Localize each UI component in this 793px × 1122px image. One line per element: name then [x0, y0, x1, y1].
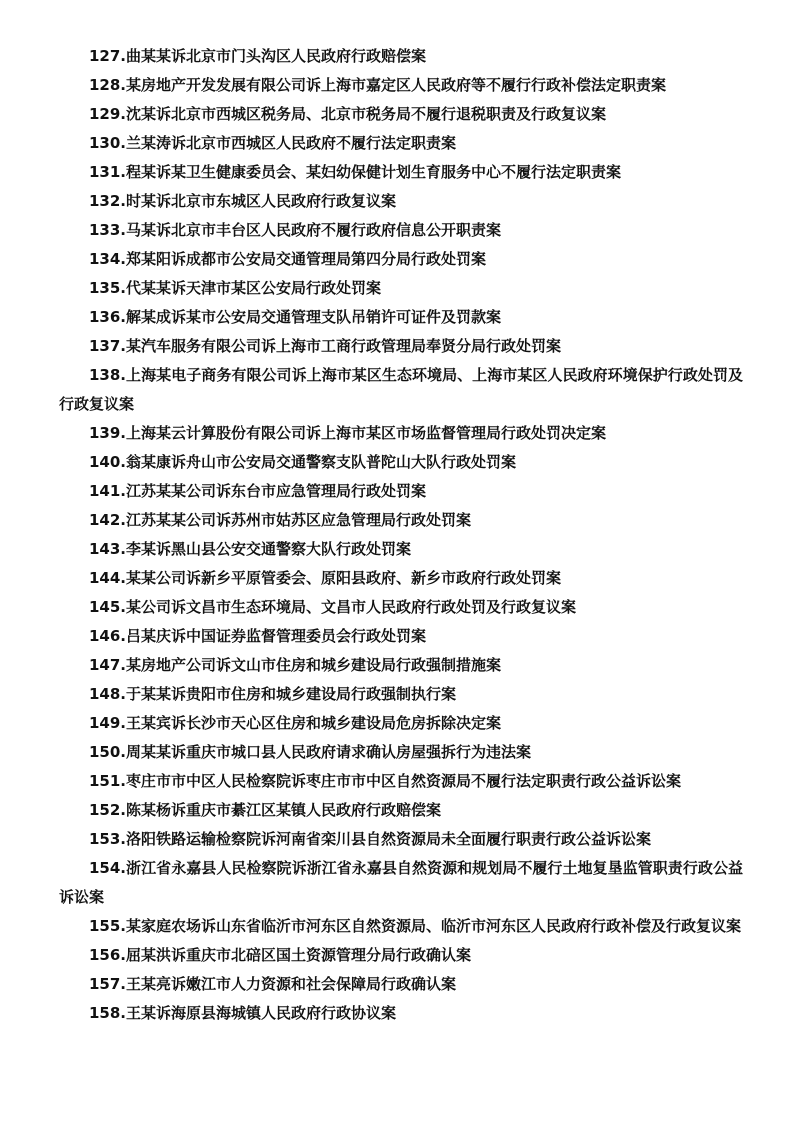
case-entry-127: 127.曲某某诉北京市门头沟区人民政府行政赔偿案: [89, 47, 427, 65]
case-entry-139: 139.上海某云计算股份有限公司诉上海市某区市场监督管理局行政处罚决定案: [89, 424, 607, 442]
case-entry-149: 149.王某宾诉长沙市天心区住房和城乡建设局危房拆除决定案: [89, 714, 502, 732]
case-entry-138: 138.上海某电子商务有限公司诉上海市某区生态环境局、上海市某区人民政府环境保护行政处罚及行政复议案: [59, 366, 743, 413]
case-entry-158: 158.王某诉海原县海城镇人民政府行政协议案: [89, 1004, 397, 1022]
case-entry-146: 146.吕某庆诉中国证券监督管理委员会行政处罚案: [89, 627, 427, 645]
case-entry-152: 152.陈某杨诉重庆市綦江区某镇人民政府行政赔偿案: [89, 801, 442, 819]
case-entry-136: 136.解某成诉某市公安局交通管理支队吊销许可证件及罚款案: [89, 308, 502, 326]
case-entry-148: 148.于某某诉贵阳市住房和城乡建设局行政强制执行案: [89, 685, 457, 703]
case-entry-142: 142.江苏某某公司诉苏州市姑苏区应急管理局行政处罚案: [89, 511, 472, 529]
case-entry-140: 140.翁某康诉舟山市公安局交通警察支队普陀山大队行政处罚案: [89, 453, 517, 471]
case-entry-132: 132.时某诉北京市东城区人民政府行政复议案: [89, 192, 397, 210]
case-entry-133: 133.马某诉北京市丰台区人民政府不履行政府信息公开职责案: [89, 221, 502, 239]
case-entry-134: 134.郑某阳诉成都市公安局交通管理局第四分局行政处罚案: [89, 250, 487, 268]
case-entry-150: 150.周某某诉重庆市城口县人民政府请求确认房屋强拆行为违法案: [89, 743, 532, 761]
case-entry-135: 135.代某某诉天津市某区公安局行政处罚案: [89, 279, 382, 297]
case-entry-156: 156.屈某洪诉重庆市北碚区国土资源管理分局行政确认案: [89, 946, 472, 964]
case-entry-141: 141.江苏某某公司诉东台市应急管理局行政处罚案: [89, 482, 427, 500]
case-entry-147: 147.某房地产公司诉文山市住房和城乡建设局行政强制措施案: [89, 656, 502, 674]
case-entry-144: 144.某某公司诉新乡平原管委会、原阳县政府、新乡市政府行政处罚案: [89, 569, 562, 587]
case-entry-153: 153.洛阳铁路运输检察院诉河南省栾川县自然资源局未全面履行职责行政公益诉讼案: [89, 830, 652, 848]
case-entry-143: 143.李某诉黑山县公安交通警察大队行政处罚案: [89, 540, 412, 558]
case-entry-137: 137.某汽车服务有限公司诉上海市工商行政管理局奉贤分局行政处罚案: [89, 337, 562, 355]
case-entry-157: 157.王某亮诉嫩江市人力资源和社会保障局行政确认案: [89, 975, 457, 993]
case-entry-129: 129.沈某诉北京市西城区税务局、北京市税务局不履行退税职责及行政复议案: [89, 105, 607, 123]
case-entry-151: 151.枣庄市市中区人民检察院诉枣庄市市中区自然资源局不履行法定职责行政公益诉讼案: [89, 772, 682, 790]
case-entry-154: 154.浙江省永嘉县人民检察院诉浙江省永嘉县自然资源和规划局不履行土地复垦监管职责行政公益诉讼案: [59, 859, 743, 906]
case-entry-131: 131.程某诉某卫生健康委员会、某妇幼保健计划生育服务中心不履行法定职责案: [89, 163, 622, 181]
case-list: [59, 42, 743, 1028]
case-entry-155: 155.某家庭农场诉山东省临沂市河东区自然资源局、临沂市河东区人民政府行政补偿及行政复议案: [89, 917, 742, 935]
case-entry-145: 145.某公司诉文昌市生态环境局、文昌市人民政府行政处罚及行政复议案: [89, 598, 577, 616]
case-entry-130: 130.兰某涛诉北京市西城区人民政府不履行法定职责案: [89, 134, 457, 152]
case-entry-128: 128.某房地产开发发展有限公司诉上海市嘉定区人民政府等不履行行政补偿法定职责案: [89, 76, 667, 94]
